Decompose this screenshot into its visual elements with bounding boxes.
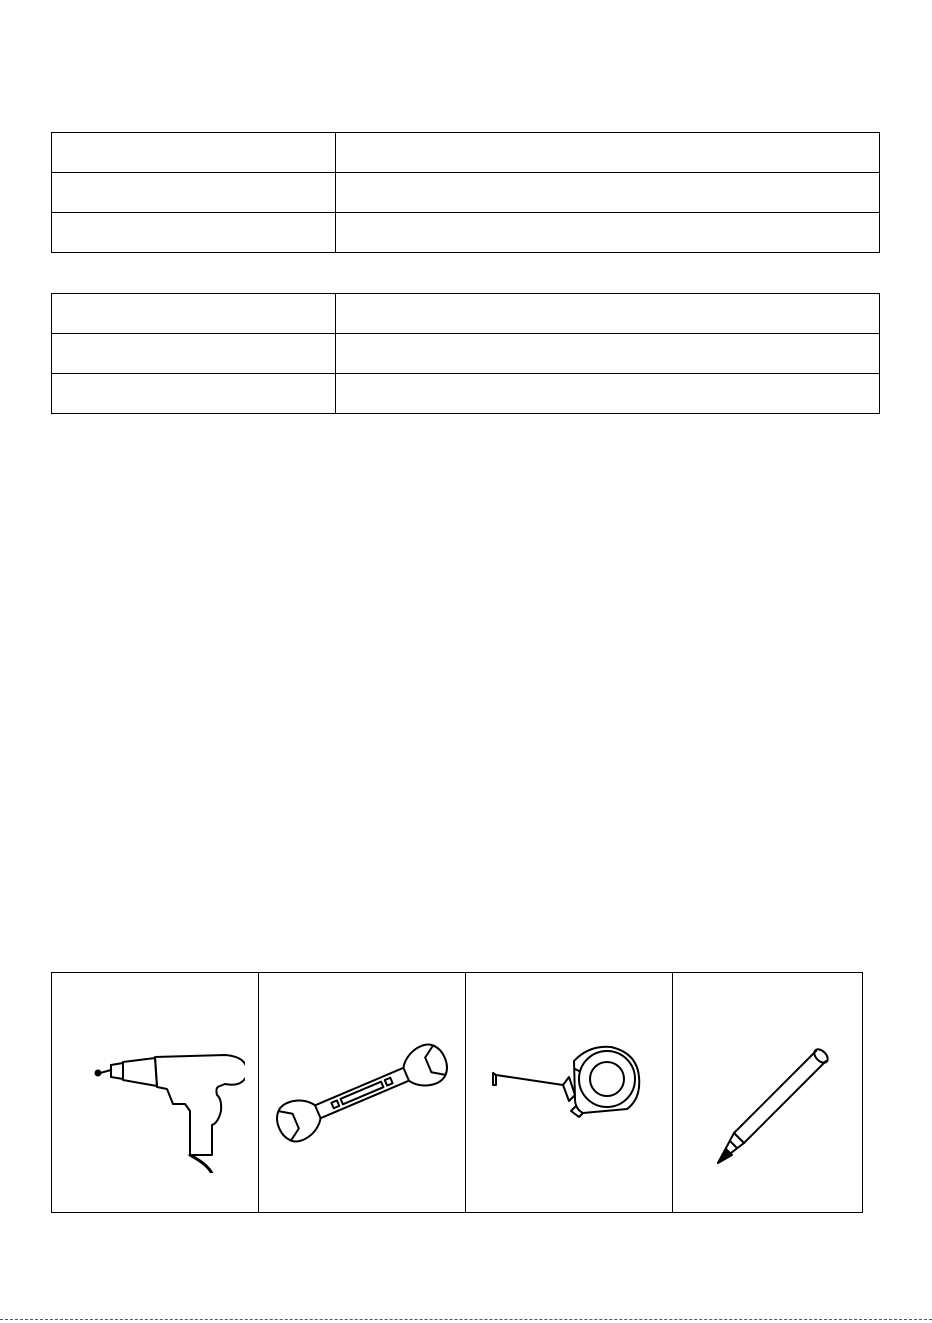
table-cell-label[interactable] [52,334,336,374]
tool-cell-tape-measure [466,973,673,1213]
tools-grid [51,972,863,1213]
table-row [52,133,880,173]
table-cell-label[interactable] [52,294,336,334]
table-row [52,294,880,334]
page-edge-divider [0,1319,932,1320]
table-cell-value[interactable] [336,213,880,253]
table-cell-label[interactable] [52,173,336,213]
table-row [52,334,880,374]
table-cell-value[interactable] [336,133,880,173]
drill-icon [65,1013,245,1173]
tape-measure-icon [479,1013,659,1173]
tool-cell-drill [52,973,259,1213]
table-cell-value[interactable] [336,374,880,414]
table-row [52,213,880,253]
table-cell-label[interactable] [52,374,336,414]
table-cell-value[interactable] [336,173,880,213]
table-cell-label[interactable] [52,213,336,253]
table-cell-value[interactable] [336,294,880,334]
tool-cell-pencil [673,973,863,1213]
table-cell-label[interactable] [52,133,336,173]
pencil-icon [688,1013,848,1173]
wrench-icon [272,1013,452,1173]
table-row [52,374,880,414]
info-table-bottom [51,293,880,414]
tool-cell-wrench [259,973,466,1213]
table-cell-value[interactable] [336,334,880,374]
info-table-top [51,132,880,253]
table-row [52,173,880,213]
tools-row [52,973,863,1213]
